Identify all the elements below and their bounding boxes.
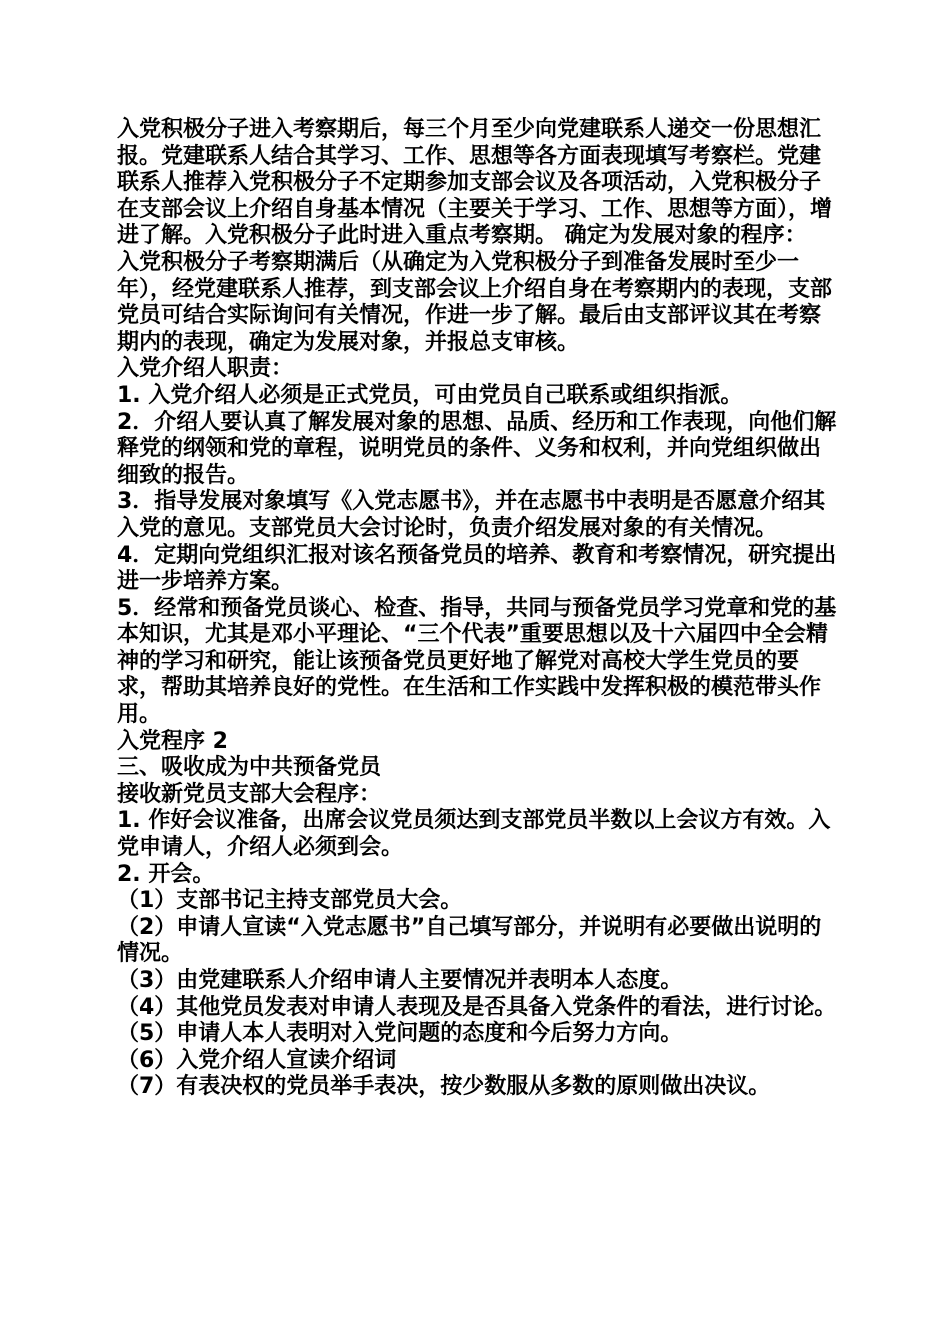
- document-body: [117, 117, 837, 1101]
- paragraph-meeting-step-1: 1. 作好会议准备，出席会议党员须达到支部党员半数以上会议方有效。入党申请人，介绍人必须到会。: [117, 808, 831, 861]
- paragraph-meeting-substep-6: （6）入党介绍人宣读介绍词: [117, 1047, 397, 1073]
- paragraph-duty-3: 3．指导发展对象填写《入党志愿书》，并在志愿书中表明是否愿意介绍其入党的意见。支部党员大会讨论时，负责介绍发展对象的有关情况。: [117, 489, 826, 541]
- paragraph-meeting-substep-2: （2）申请人宣读“入党志愿书”自己填写部分，并说明有必要做出说明的情况。: [117, 914, 822, 967]
- paragraph-meeting-substep-1: （1）支部书记主持支部党员大会。: [117, 888, 463, 914]
- paragraph-intro-observation: 入党积极分子进入考察期后，每三个月至少向党建联系人递交一份思想汇报。党建联系人结合其学习、工作、思想等各方面表现填写考察栏。党建联系人推荐入党积极分子不定期参加支部会议及各项活动，入党积极分子在支部会议上介绍自身基本情况（主要关于学习、工作、思想等方面），增进了解。入党积极分子此时进入重点考察期。 确定为发展对象的程序：: [117, 117, 833, 249]
- paragraph-introducer-duties-heading: 入党介绍人职责：: [117, 356, 294, 382]
- paragraph-duty-5: 5．经常和预备党员谈心、检查、指导，共同与预备党员学习党章和党的基本知识，尤其是邓小平理论、“三个代表”重要思想以及十六届四中全会精神的学习和研究，能让该预备党员更好地了解党对高校大学生党员的要求，帮助其培养良好的党性。在生活和工作实践中发挥积极的模范带头作用。: [117, 595, 837, 728]
- paragraph-meeting-substep-7: （7）有表决权的党员举手表决，按少数服从多数的原则做出决议。: [117, 1074, 771, 1100]
- paragraph-meeting-substep-4: （4）其他党员发表对申请人表现及是否具备入党条件的看法，进行讨论。: [117, 994, 837, 1020]
- paragraph-development-object: 入党积极分子考察期满后（从确定为入党积极分子到准备发展时至少一年），经党建联系人推荐，到支部会议上介绍自身在考察期内的表现，支部党员可结合实际询问有关情况，作进一步了解。最后由支部评议其在考察期内的表现，确定为发展对象，并报总支审核。: [117, 249, 833, 355]
- paragraph-meeting-procedure-heading: 接收新党员支部大会程序：: [117, 781, 382, 807]
- paragraph-meeting-step-2: 2. 开会。: [117, 861, 215, 887]
- paragraph-section-three-heading: 三、吸收成为中共预备党员: [117, 755, 382, 781]
- paragraph-procedure-2: 入党程序 2: [117, 728, 228, 754]
- paragraph-duty-4: 4．定期向党组织汇报对该名预备党员的培养、教育和考察情况，研究提出进一步培养方案。: [117, 542, 837, 595]
- paragraph-duty-1: 1. 入党介绍人必须是正式党员，可由党员自己联系或组织指派。: [117, 382, 743, 408]
- paragraph-meeting-substep-5: （5）申请人本人表明对入党问题的态度和今后努力方向。: [117, 1021, 683, 1047]
- paragraph-meeting-substep-3: （3）由党建联系人介绍申请人主要情况并表明本人态度。: [117, 968, 683, 993]
- paragraph-duty-2: 2．介绍人要认真了解发展对象的思想、品质、经历和工作表现，向他们解释党的纲领和党的章程，说明党员的条件、义务和权利，并向党组织做出细致的报告。: [117, 409, 837, 488]
